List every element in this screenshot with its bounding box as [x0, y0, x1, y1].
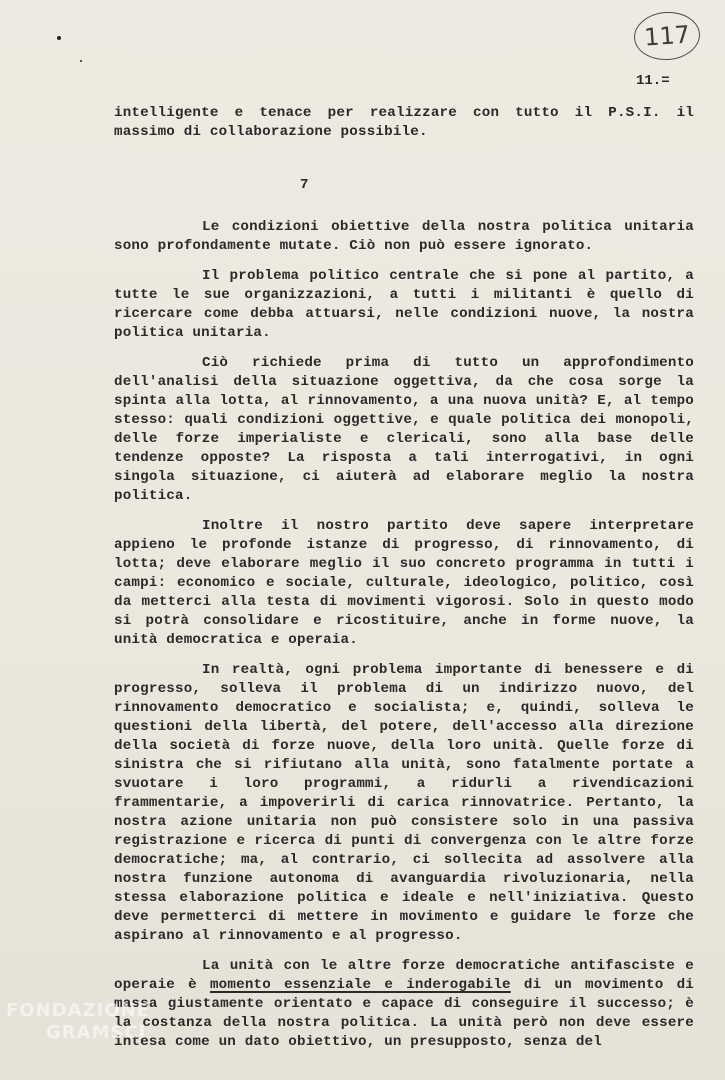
- paragraph: Le condizioni obiettive della nostra politica unitaria sono profondamente mutate. Ciò non può essere ignorato.: [114, 219, 694, 254]
- ink-dot: [57, 36, 61, 40]
- paragraph-continuation: intelligente e tenace per realizzare con tutto il P.S.I. il massimo di collaborazione possibile.: [114, 105, 694, 140]
- archive-number-stamp: [632, 10, 701, 62]
- paragraph: Il problema politico centrale che si pone al partito, a tutte le sue organizzazioni, a tutti i militanti è quello di ricercare come debba attuarsi, nelle condizioni nuove, la nostra politica unitaria.: [114, 268, 694, 341]
- page-number: 11.=: [636, 73, 670, 89]
- paragraph-last: [114, 957, 694, 1052]
- archive-number: 117: [643, 20, 691, 52]
- paragraph: Ciò richiede prima di tutto un approfondimento dell'analisi della situazione oggettiva, da che cosa sorge la spinta alla lotta, al rinnovamento, a una nuova unità? E, al tempo stesso: quali condizioni oggettive, e quale politica dei monopoli, delle forze imperialiste e clericali, sono alla base delle tendenze opposte? La risposta a tali interrogativi, in ogni singola situazione, ci aiuterà ad elaborare meglio la nostra politica.: [114, 355, 694, 504]
- watermark-line-1: FONDAZIONE: [6, 1000, 150, 1021]
- text-run: La unità con le altre forze democratiche antifasciste e operaie è: [114, 958, 694, 993]
- paragraph: In realtà, ogni problema importante di benessere e di progresso, solleva il problema di un indirizzo nuovo, del rinnovamento democratico e socialista; e, quindi, solleva le questioni della libertà, del potere, dell'accesso alla direzione della società di forze nuove, della loro unità. Quelle forze di sinistra che si rifiutano alla unità, sono fatalmente portate a svuotare i loro programmi, a ridurli a rivendicazioni frammentarie, a impoverirli di carica rinnovatrice. Pertanto, la nostra azione unitaria non può consistere solo in una passiva registrazione e ricerca di punti di convergenza con le altre forze democratiche; ma, al contrario, ci sollecita ad assolvere alla nostra funzione autonoma di avanguardia rivoluzionaria, nella stessa elaborazione politica e ideale e nell'iniziativa. Questo deve permetterci di mettere in movimento e guidare le forze che aspirano al rinnovamento e al progresso.: [114, 662, 694, 944]
- text-run: di un movimento di massa giustamente orientato e capace di conseguire il successo; è la costanza della nostra politica. La unità però non deve essere intesa come un dato obiettivo, un presupposto, senza del: [114, 977, 694, 1050]
- document-body: [114, 104, 694, 1063]
- ink-dot-small: [80, 60, 82, 62]
- section-number: 7: [300, 177, 309, 193]
- watermark-logo: [6, 1000, 150, 1044]
- paragraph: Inoltre il nostro partito deve sapere interpretare appieno le profonde istanze di progresso, di rinnovamento, di lotta; deve elaborare meglio il suo concreto programma in tutti i campi: economico e sociale, culturale, ideologico, politico, così da metterci alla testa di movimenti vigorosi. Solo in questo modo si potrà consolidare e ricostituire, anche in forme nuove, la unità democratica e operaia.: [114, 518, 694, 648]
- underlined-phrase: momento essenziale e inderogabile: [209, 977, 511, 993]
- watermark-line-2: GRAMSCI: [46, 1022, 147, 1043]
